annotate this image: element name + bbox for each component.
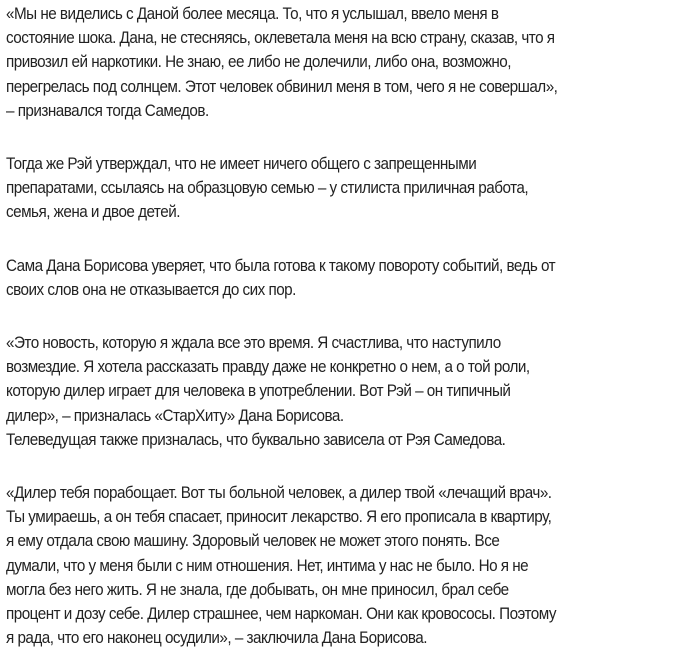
text-line: думали, что у меня были с ним отношения. Нет, интима у нас не было. Но я не [6, 556, 529, 575]
paragraph-spacer [6, 302, 699, 331]
text-line: – признавался тогда Самедов. [6, 101, 209, 120]
text-line: «Это новость, которую я ждала все это время. Я счастлива, что наступило [6, 334, 501, 353]
text-line: я рада, что его наконец осудили», – заключила Дана Борисова. [6, 629, 427, 648]
paragraph-dealer-quote [6, 481, 694, 650]
paragraph-dependence [6, 428, 694, 452]
text-line: Сама Дана Борисова уверяет, что была готова к такому повороту событий, ведь от [6, 256, 556, 275]
text-line: процент и дозу себе. Дилер страшнее, чем наркоман. Они как кровососы. Поэтому [6, 605, 556, 624]
text-line: «Дилер тебя порабощает. Вот ты больной человек, а дилер твой «лечащий врач». [6, 484, 552, 503]
text-line: возмездие. Я хотела рассказать правду даже не конкретно о нем, а о той роли, [6, 358, 530, 377]
text-line: привозил ей наркотики. Не знаю, ее либо не долечили, либо она, возможно, [6, 53, 511, 72]
text-line: Ты умираешь, а он тебя спасает, приносит лекарство. Я его прописала в квартиру, [6, 508, 552, 527]
text-line: дилер», – призналась «СтарХиту» Дана Борисова. [6, 406, 344, 425]
paragraph-borisova-quote [6, 331, 694, 428]
text-line: своих слов она не отказывается до сих пор. [6, 280, 296, 299]
paragraph-borisova-ready [6, 254, 694, 302]
text-line: которую дилер играет для человека в употреблении. Вот Рэй – он типичный [6, 382, 511, 401]
text-line: препаратами, ссылаясь на образцовую семью – у стилиста приличная работа, [6, 179, 529, 198]
text-line: я ему отдала свою машину. Здоровый человек не может этого понять. Все [6, 532, 500, 551]
text-line: семья, жена и двое детей. [6, 203, 180, 222]
text-line: перегрелась под солнцем. Этот человек обвинил меня в том, чего я не совершал», [6, 77, 558, 96]
paragraph-spacer [6, 452, 699, 481]
text-line: состояние шока. Дана, не стесняясь, оклеветала меня на всю страну, сказав, что я [6, 29, 555, 48]
text-line: Телеведущая также призналась, что буквально зависела от Рэя Самедова. [6, 430, 506, 449]
paragraph-samedov-quote [6, 2, 694, 123]
paragraph-spacer [6, 225, 699, 254]
paragraph-ray-claims [6, 152, 694, 225]
text-line: Тогда же Рэй утверждал, что не имеет ничего общего с запрещенными [6, 155, 477, 174]
text-line: могла без него жить. Я не знала, где добывать, он мне приносил, брал себе [6, 580, 509, 599]
paragraph-spacer [6, 123, 699, 152]
text-line: «Мы не виделись с Даной более месяца. То, что я услышал, ввело меня в [6, 5, 499, 23]
